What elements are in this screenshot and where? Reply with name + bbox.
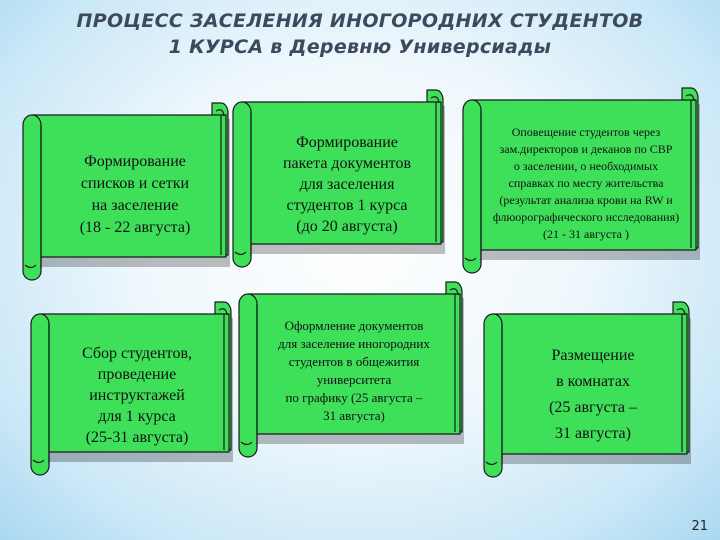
scroll-step-4	[30, 302, 235, 470]
scroll-step-6	[483, 302, 693, 472]
slide-title	[0, 8, 720, 60]
page-number: 21	[691, 519, 708, 534]
scroll-step-6-text: Размещение в комнатах (25 августа – 31 августа)	[549, 347, 637, 442]
scroll-step-5	[238, 282, 466, 452]
title-line-1: ПРОЦЕСС ЗАСЕЛЕНИЯ ИНОГОРОДНИХ СТУДЕНТОВ	[76, 10, 644, 32]
scroll-left-roll	[31, 314, 49, 475]
scroll-step-2	[232, 90, 447, 262]
scroll-step-5-text: Оформление документов для заселение иногородних студентов в общежития университета по графику (25 августа – 31 августа)	[278, 318, 430, 423]
scroll-step-3-text: Оповещение студентов через зам.директоров и деканов по СВР о заселении, о необходимых справках по месту жительства (результат анализа крови на RW и флюорографического исследования) (21 - 31 августа )	[492, 124, 680, 241]
scroll-step-1-text: Формирование списков и сетки на заселение (18 - 22 августа)	[79, 153, 191, 236]
scroll-step-4-text: Сбор студентов, проведение инструктажей для 1 курса (25-31 августа)	[81, 344, 193, 446]
scroll-left-roll	[233, 102, 251, 267]
scroll-left-roll	[23, 115, 41, 280]
scroll-step-1	[22, 103, 232, 275]
scroll-left-roll	[484, 314, 502, 477]
title-line-2: 1 КУРСА в Деревню Универсиады	[168, 36, 552, 58]
scroll-step-3	[462, 88, 702, 268]
scroll-step-2-text: Формирование пакета документов для заселения студентов 1 курса (до 20 августа)	[282, 133, 412, 235]
